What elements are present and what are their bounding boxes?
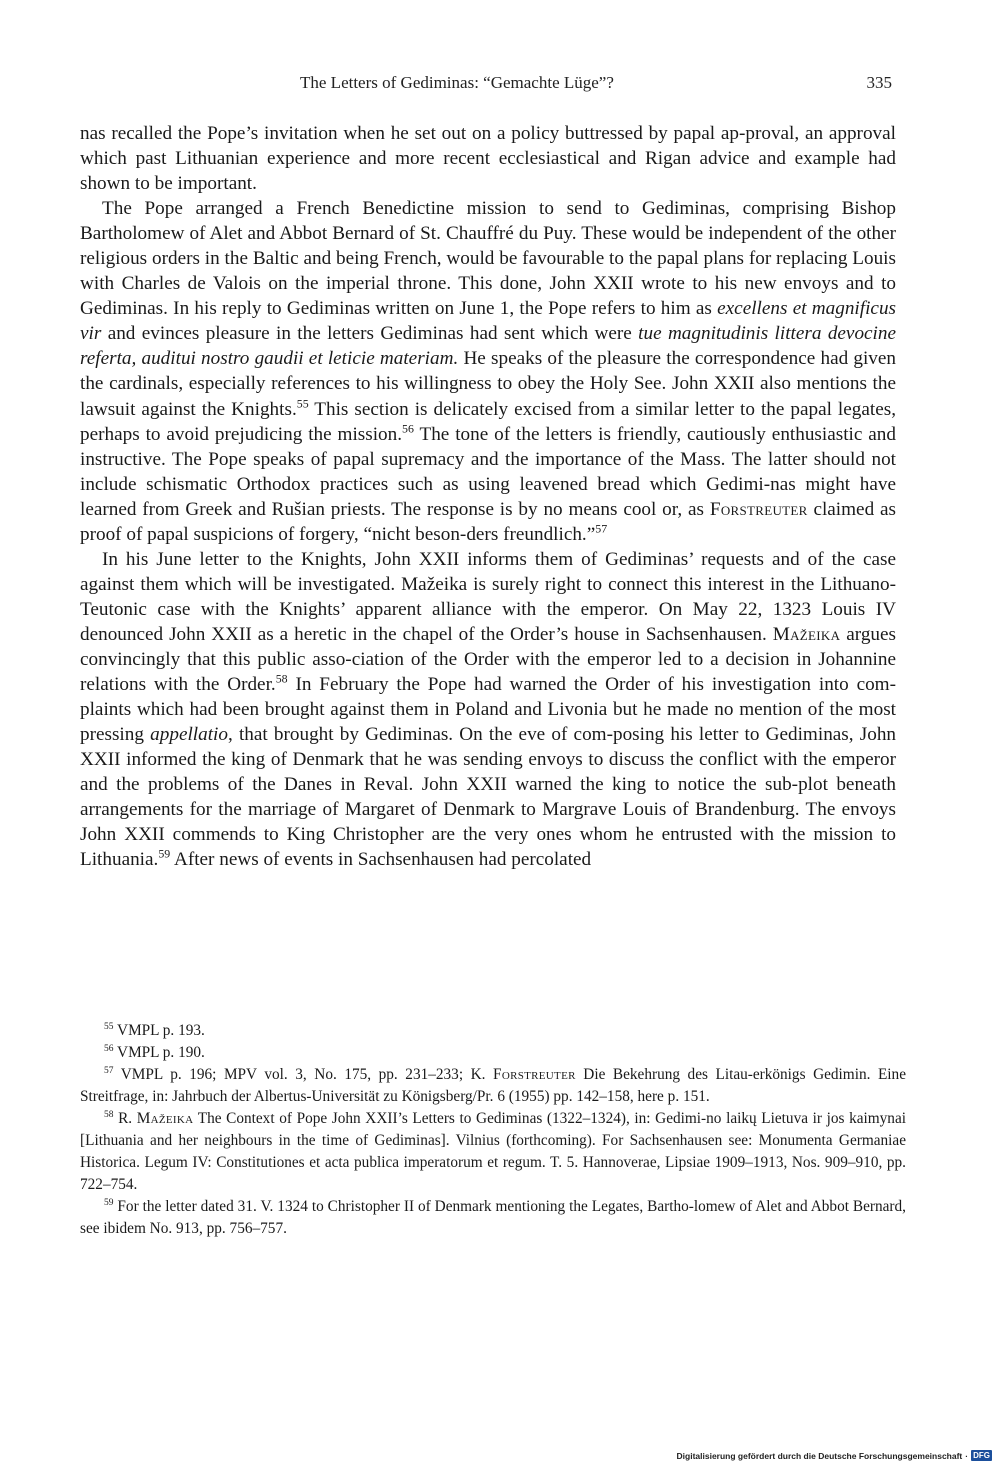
footnote-ref-55[interactable]: 55 xyxy=(296,396,309,411)
footnotes xyxy=(80,1020,906,1240)
footnote-59: $^{59}$ For the letter dated 31. V. 1324 to Christopher II of Denmark mentioning the Legates, Bartho-lomew of Alet and Abbot Bernard, see ibidem No. 913, pp. 756–757. xyxy=(80,1197,906,1237)
page-number: 335 xyxy=(866,73,892,92)
dfg-logo: DFG xyxy=(973,1451,990,1460)
digitization-footer: Digitalisierung gefördert durch die Deutsche Forschungsgemeinschaft · DFG xyxy=(676,1450,990,1461)
footnote-ref-59[interactable]: 59 xyxy=(158,846,171,861)
body-text xyxy=(80,121,896,872)
footnote-56: $^{56}$ VMPL p. 190. xyxy=(104,1043,205,1061)
footnote-ref-56[interactable]: 56 xyxy=(402,421,414,436)
footnote-ref-57[interactable]: 57 xyxy=(595,521,608,536)
footer-text: Digitalisierung gefördert durch die Deutsche Forschungsgemeinschaft xyxy=(676,1450,963,1461)
paragraph-june-letter: In his June letter to the Knights, John XXII informs them of Gediminas’ requests and of the case against them which will be investigated. Mažeika is surely right to connect this interest in the Lithuano-Teutonic case with the Knights’ apparent alliance with the emperor. On May 22, 1323 Louis IV denounced John XXII as a heretic in the chapel of the Order’s house in Sachsenhausen. Mažeika argues convincingly that this public asso-ciation of the Order with the emperor led to a decision in Johannine relations with the Order.$^{58}$ In February the Pope had warned the Order of his investigation into com-plaints which had been brought against them in Poland and Livonia but he made no mention of the most pressing appellatio, that brought by Gediminas. On the eve of com-posing his letter to Gediminas, John XXII informed the king of Denmark that he was sending envoys to discuss the conflict with the emperor and the problems of the Danes in Reval. John XXII warned the king to notice the sub-plot beneath arrangements for the marriage of Margaret of Denmark to Margrave Louis of Brandenburg. The envoys John XXII commends to King Christopher are the very ones whom he entrusted with the mission to Lithuania.$^{59}$ After news of events in Sachsenhausen had percolated xyxy=(80,548,897,871)
paragraph-continuation: nas recalled the Pope’s invitation when he set out on a policy buttressed by papal ap-proval, an approval which past Lithuanian experience and more recent ecclesiastical and Rigan advice and example had shown to be important. xyxy=(80,123,896,195)
footnote-ref-58[interactable]: 58 xyxy=(275,671,288,686)
running-title: The Letters of Gediminas: “Gemachte Lüge”? xyxy=(300,73,614,92)
footnote-58: $^{58}$ R. Mažeika The Context of Pope John XXII’s Letters to Gediminas (1322–1324), in: Gedimi-no laikų Lietuva ir jos kaimynai [Lithuania and her neighbours in the time of Gediminas]. Vilnius (forthcoming). For Sachsenhausen see: Monumenta Germaniae Historica. Legum IV: Constitutiones et acta publica imperatorum et regum. T. 5. Hannoverae, Lipsiae 1909–1913, Nos. 909–910, pp. 722–754. xyxy=(80,1109,906,1193)
footnote-57: $^{57}$ VMPL p. 196; MPV vol. 3, No. 175, pp. 231–233; K. Forstreuter Die Bekehrung des Litau-erkönigs Gedimin. Eine Streitfrage, in: Jahrbuch der Albertus-Universität zu Königsberg/Pr. 6 (1955) pp. 142–158, here p. 151. xyxy=(80,1065,906,1105)
paragraph-papal-mission: The Pope arranged a French Benedictine mission to send to Gediminas, comprising Bishop Bartholomew of Alet and Abbot Bernard of St. Chauffré du Puy. These would be independent of the other religious orders in the Baltic and being French, would be favourable to the papal plans for replacing Louis with Charles de Valois on the imperial throne. This done, John XXII wrote to his new envoys and to Gediminas. In his reply to Gediminas written on June 1, the Pope refers to him as excellens et magnificus vir and evinces pleasure in the letters Gediminas had sent which were tue magnitudinis littera devocine referta, auditui nostro gaudii et leticie materiam. He speaks of the pleasure the correspondence had given the cardinals, especially references to his willingness to obey the Holy See. John XXII also mentions the lawsuit against the Knights.$^{55}$ This section is delicately excised from a similar letter to the papal legates, perhaps to avoid prejudicing the mission.$^{56}$ The tone of the letters is friendly, cautiously enthusiastic and instructive. The Pope speaks of papal supremacy and the importance of the Mass. The latter should not include schismatic Orthodox practices such as using leavened bread which Gedimi-nas might have learned from Greek and Rušian priests. The response is by no means cool or, as Forstreuter claimed as proof of papal suspicions of forgery, “nicht beson-ders freundlich.”$^{57}$ xyxy=(80,198,897,545)
footnote-55: $^{55}$ VMPL p. 193. xyxy=(104,1021,205,1039)
